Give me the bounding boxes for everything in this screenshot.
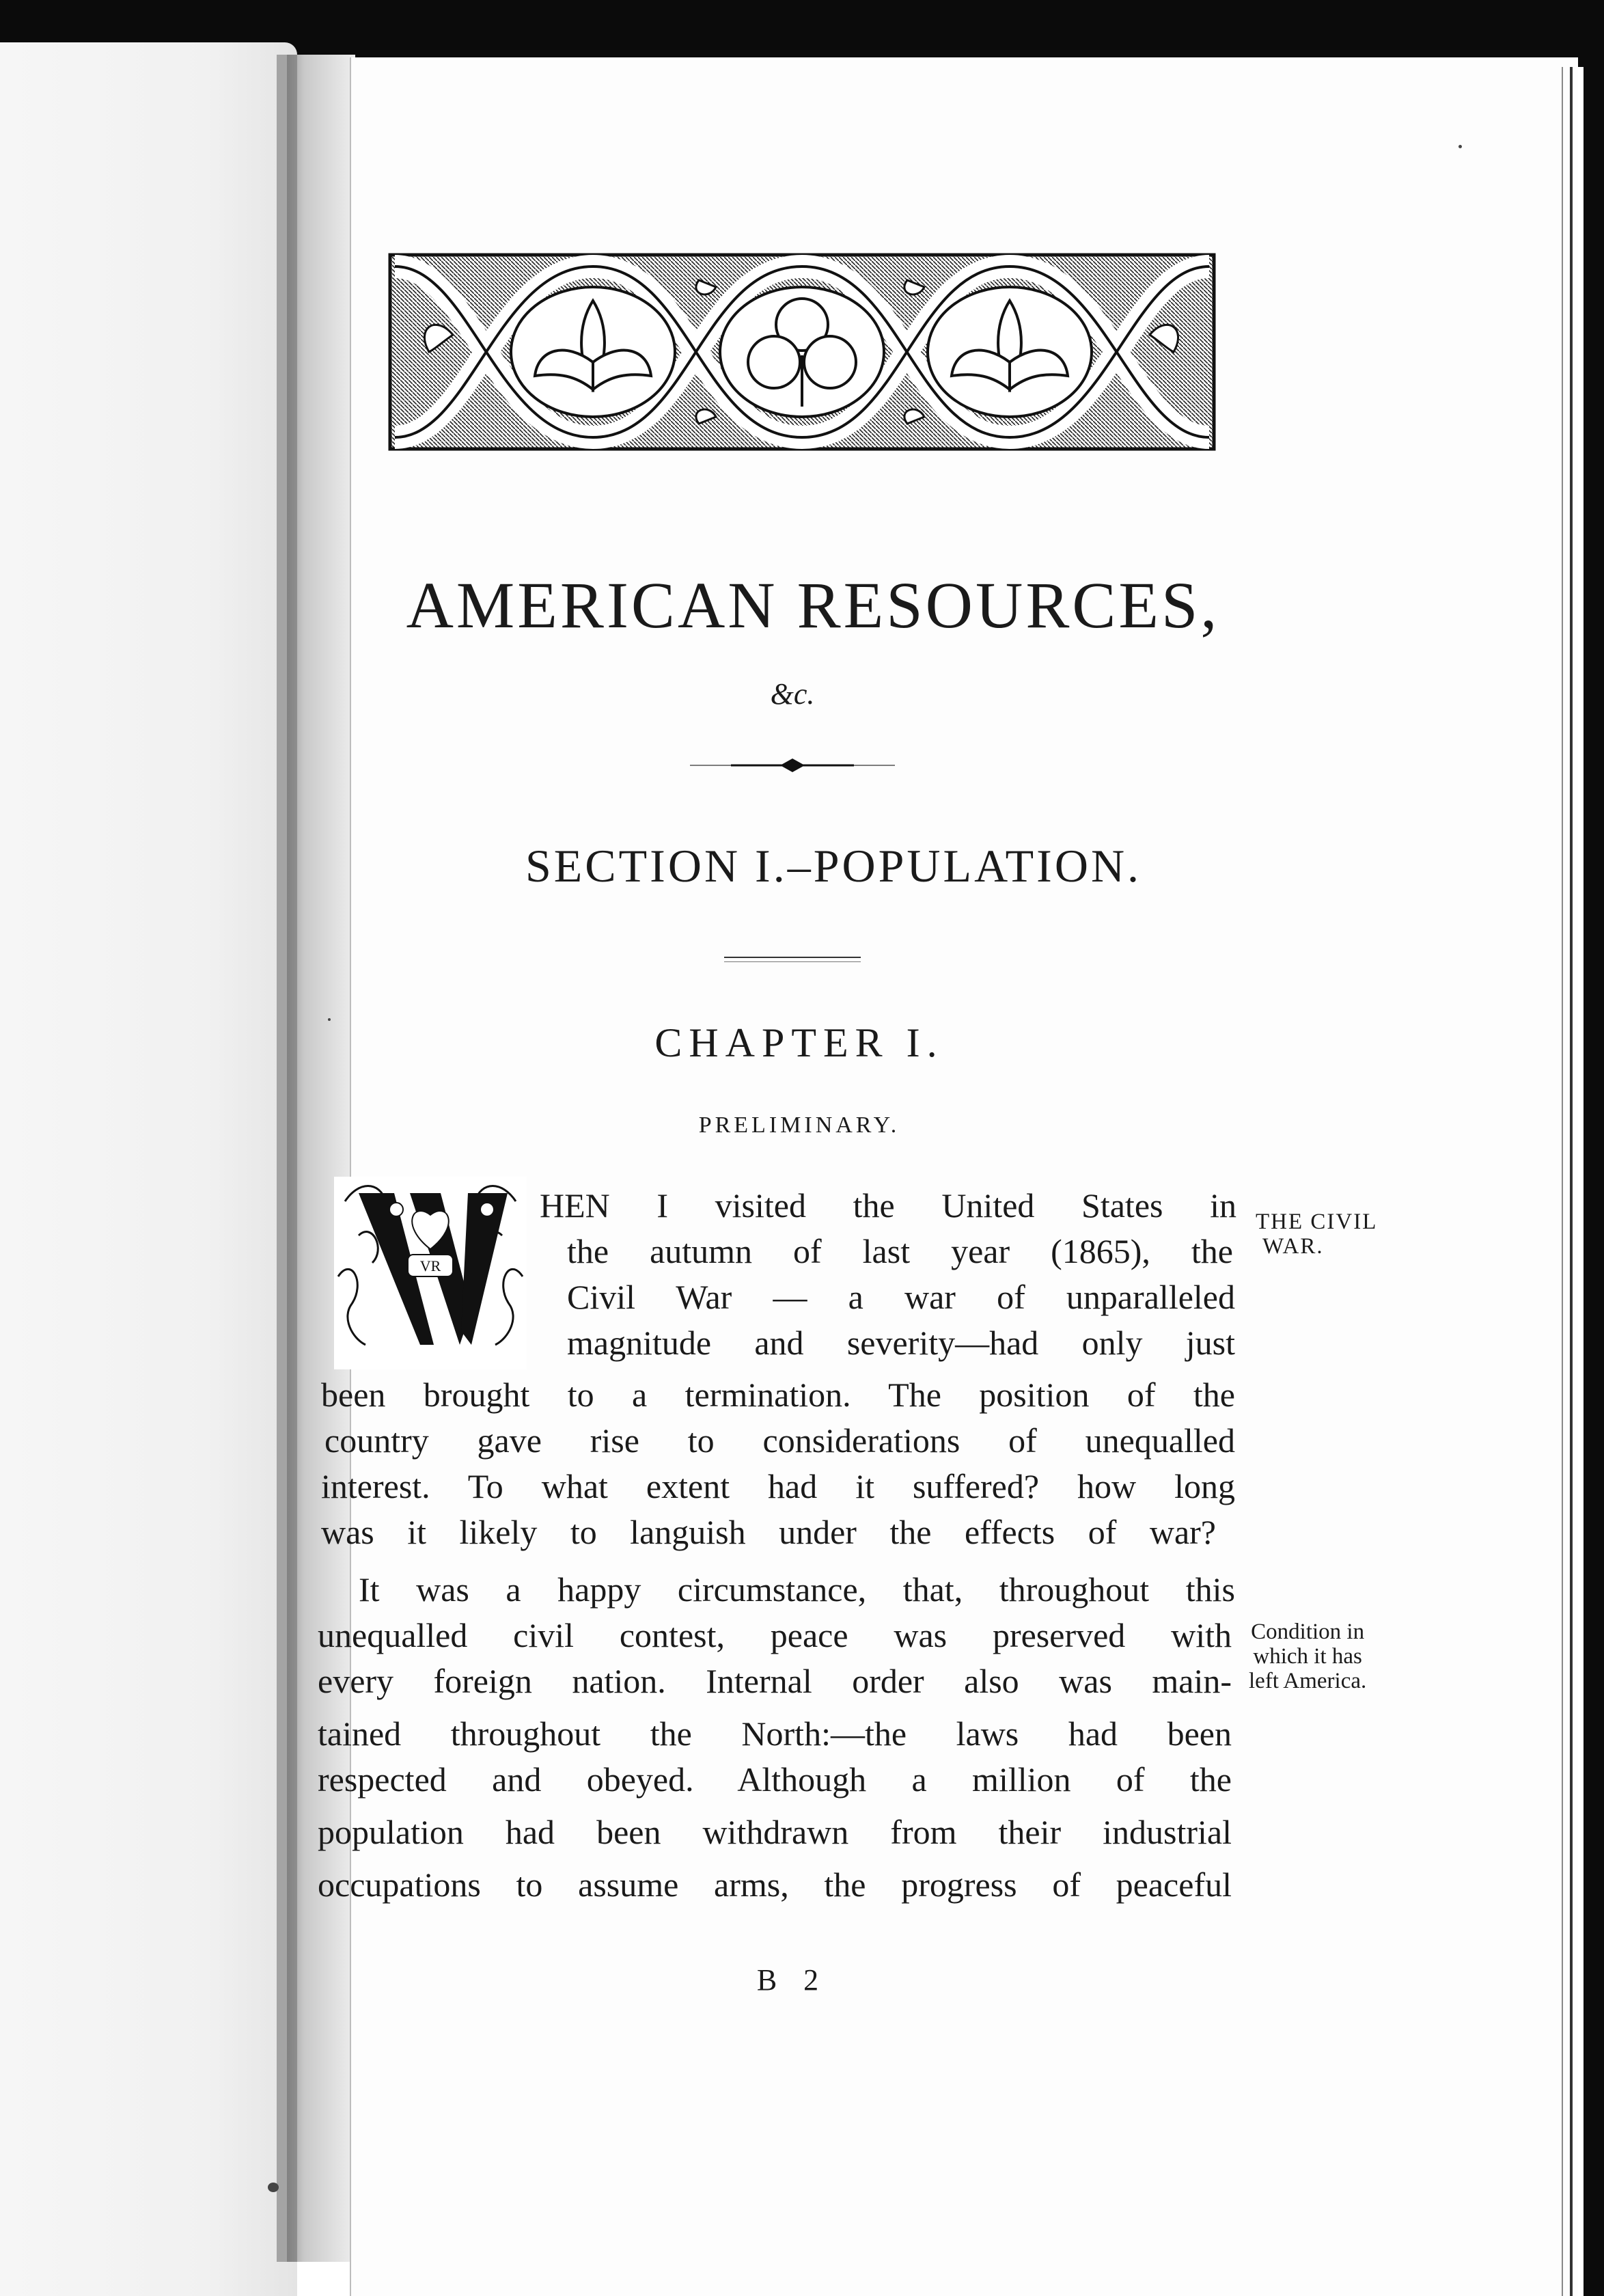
margin-note-line: which it has xyxy=(1253,1644,1362,1669)
body-line: unequalled civil contest, peace was preserved with xyxy=(318,1616,1232,1654)
scan-speck xyxy=(268,2183,279,2192)
title-etc: &c. xyxy=(770,677,815,711)
body-line: respected and obeyed. Although a million of the xyxy=(318,1760,1232,1799)
body-line: It was a happy circumstance, that, throughout this xyxy=(359,1570,1235,1609)
diamond-rule xyxy=(690,757,895,774)
body-line: country gave rise to considerations of unequalled xyxy=(324,1421,1235,1460)
body-line: the autumn of last year (1865), the xyxy=(567,1232,1233,1270)
body-line: magnitude and severity—had only just xyxy=(567,1324,1235,1362)
page-edge-line xyxy=(1562,67,1563,2296)
margin-note-condition xyxy=(1249,1620,1366,1693)
section-title: SECTION I.–POPULATION. xyxy=(525,840,1142,892)
drop-cap-w xyxy=(331,1174,529,1372)
body-line: population had been withdrawn from their industrial xyxy=(318,1813,1232,1851)
short-rule xyxy=(724,957,861,962)
body-line: Civil War — a war of unparalleled xyxy=(567,1278,1235,1316)
facing-page xyxy=(0,42,297,2296)
margin-note-line: WAR. xyxy=(1262,1234,1324,1259)
ornamental-headpiece xyxy=(388,253,1216,451)
scan-speck xyxy=(1458,145,1462,148)
margin-note-line: THE CIVIL xyxy=(1256,1210,1378,1234)
chapter-title: CHAPTER I. xyxy=(654,1020,944,1065)
scan-border-right xyxy=(1584,0,1604,2296)
margin-note-civil-war xyxy=(1256,1210,1377,1259)
gutter-shadow xyxy=(277,55,297,2262)
body-line: HEN I visited the United States in xyxy=(540,1186,1236,1225)
body-line: every foreign nation. Internal order also was main- xyxy=(318,1662,1232,1700)
body-line: occupations to assume arms, the progress of peaceful xyxy=(318,1866,1232,1904)
body-line: tained throughout the North:—the laws had been xyxy=(318,1714,1232,1753)
folio-signature: B 2 xyxy=(756,1963,829,1997)
book-title: AMERICAN RESOURCES, xyxy=(406,569,1220,642)
scan-speck xyxy=(328,1018,331,1021)
svg-text:VR: VR xyxy=(419,1257,441,1274)
margin-note-line: left America. xyxy=(1249,1669,1367,1693)
book-gutter xyxy=(287,55,355,2262)
body-line: interest. To what extent had it suffered? how long xyxy=(321,1467,1235,1505)
page-edge xyxy=(1570,67,1573,2296)
chapter-subtitle: PRELIMINARY. xyxy=(698,1112,900,1138)
body-line: been brought to a termination. The position of the xyxy=(321,1376,1235,1414)
margin-note-line: Condition in xyxy=(1251,1620,1365,1644)
body-line: was it likely to languish under the effects of war? xyxy=(321,1513,1216,1551)
